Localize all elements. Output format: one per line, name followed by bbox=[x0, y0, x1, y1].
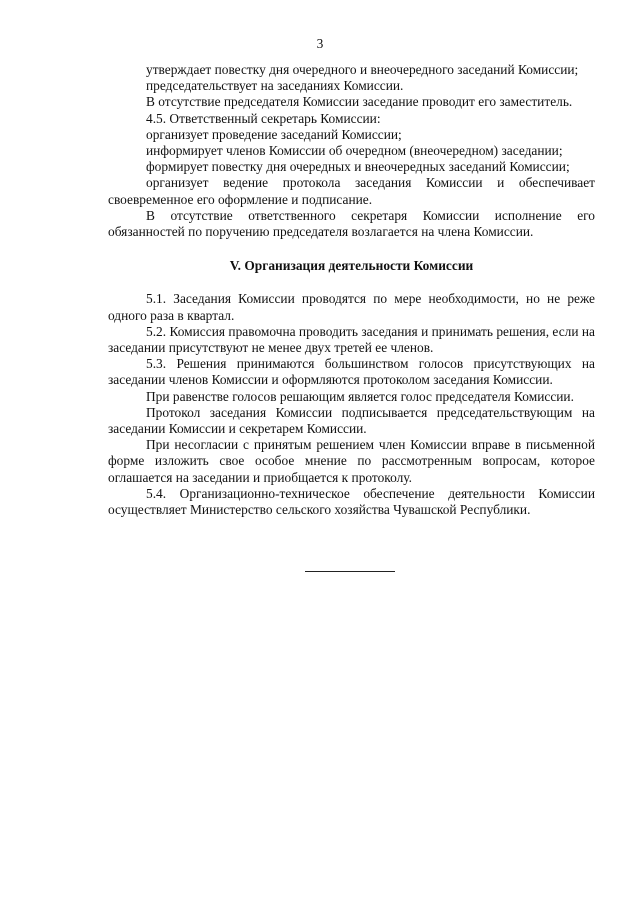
paragraph: 5.1. Заседания Комиссии проводятся по мере необходимости, но не реже одного раза в квартал. bbox=[108, 291, 595, 323]
paragraph: При равенстве голосов решающим является голос председателя Комиссии. bbox=[146, 388, 574, 404]
paragraph: В отсутствие председателя Комиссии заседание проводит его заместитель. bbox=[146, 94, 573, 110]
paragraph: 5.4. Организационно-техническое обеспечение деятельности Комиссии осуществляет Министерство сельского хозяйства Чувашской Республики. bbox=[108, 485, 595, 518]
paragraph: председательствует на заседаниях Комиссии. bbox=[146, 78, 404, 94]
page-number: 3 bbox=[316, 36, 324, 51]
paragraph: 4.5. Ответственный секретарь Комиссии: bbox=[146, 110, 381, 126]
paragraph: Протокол заседания Комиссии подписывается председательствующим на заседании Комиссии и секретарем Комиссии. bbox=[108, 404, 595, 437]
paragraph: формирует повестку дня очередных и внеочередных заседаний Комиссии; bbox=[146, 159, 570, 175]
closing-rule bbox=[305, 571, 395, 572]
document-body bbox=[108, 62, 595, 518]
paragraph: организует проведение заседаний Комиссии; bbox=[146, 126, 402, 142]
section-heading: V. Организация деятельности Комиссии bbox=[229, 258, 474, 274]
paragraph: утверждает повестку дня очередного и внеочередного заседаний Комиссии; bbox=[146, 62, 579, 77]
paragraph: организует ведение протокола заседания Комиссии и обеспечивает своевременное его оформление и подписание. bbox=[108, 175, 595, 207]
paragraph: При несогласии с принятым решением член Комиссии вправе в письменной форме изложить свое особое мнение по рассмотренным вопросам, которое оглашается на заседании и приобщается к протоколу. bbox=[108, 437, 595, 485]
paragraph: В отсутствие ответственного секретаря Комиссии исполнение его обязанностей по поручению председателя возлагается на члена Комиссии. bbox=[108, 207, 595, 240]
paragraph: информирует членов Комиссии об очередном (внеочередном) заседании; bbox=[146, 143, 563, 159]
paragraph: 5.3. Решения принимаются большинством голосов присутствующих на заседании членов Комиссии и оформляются протоколом заседания Комиссии. bbox=[108, 356, 595, 388]
paragraph: 5.2. Комиссия правомочна проводить заседания и принимать решения, если на заседании присутствуют не менее двух третей ее членов. bbox=[108, 323, 595, 356]
